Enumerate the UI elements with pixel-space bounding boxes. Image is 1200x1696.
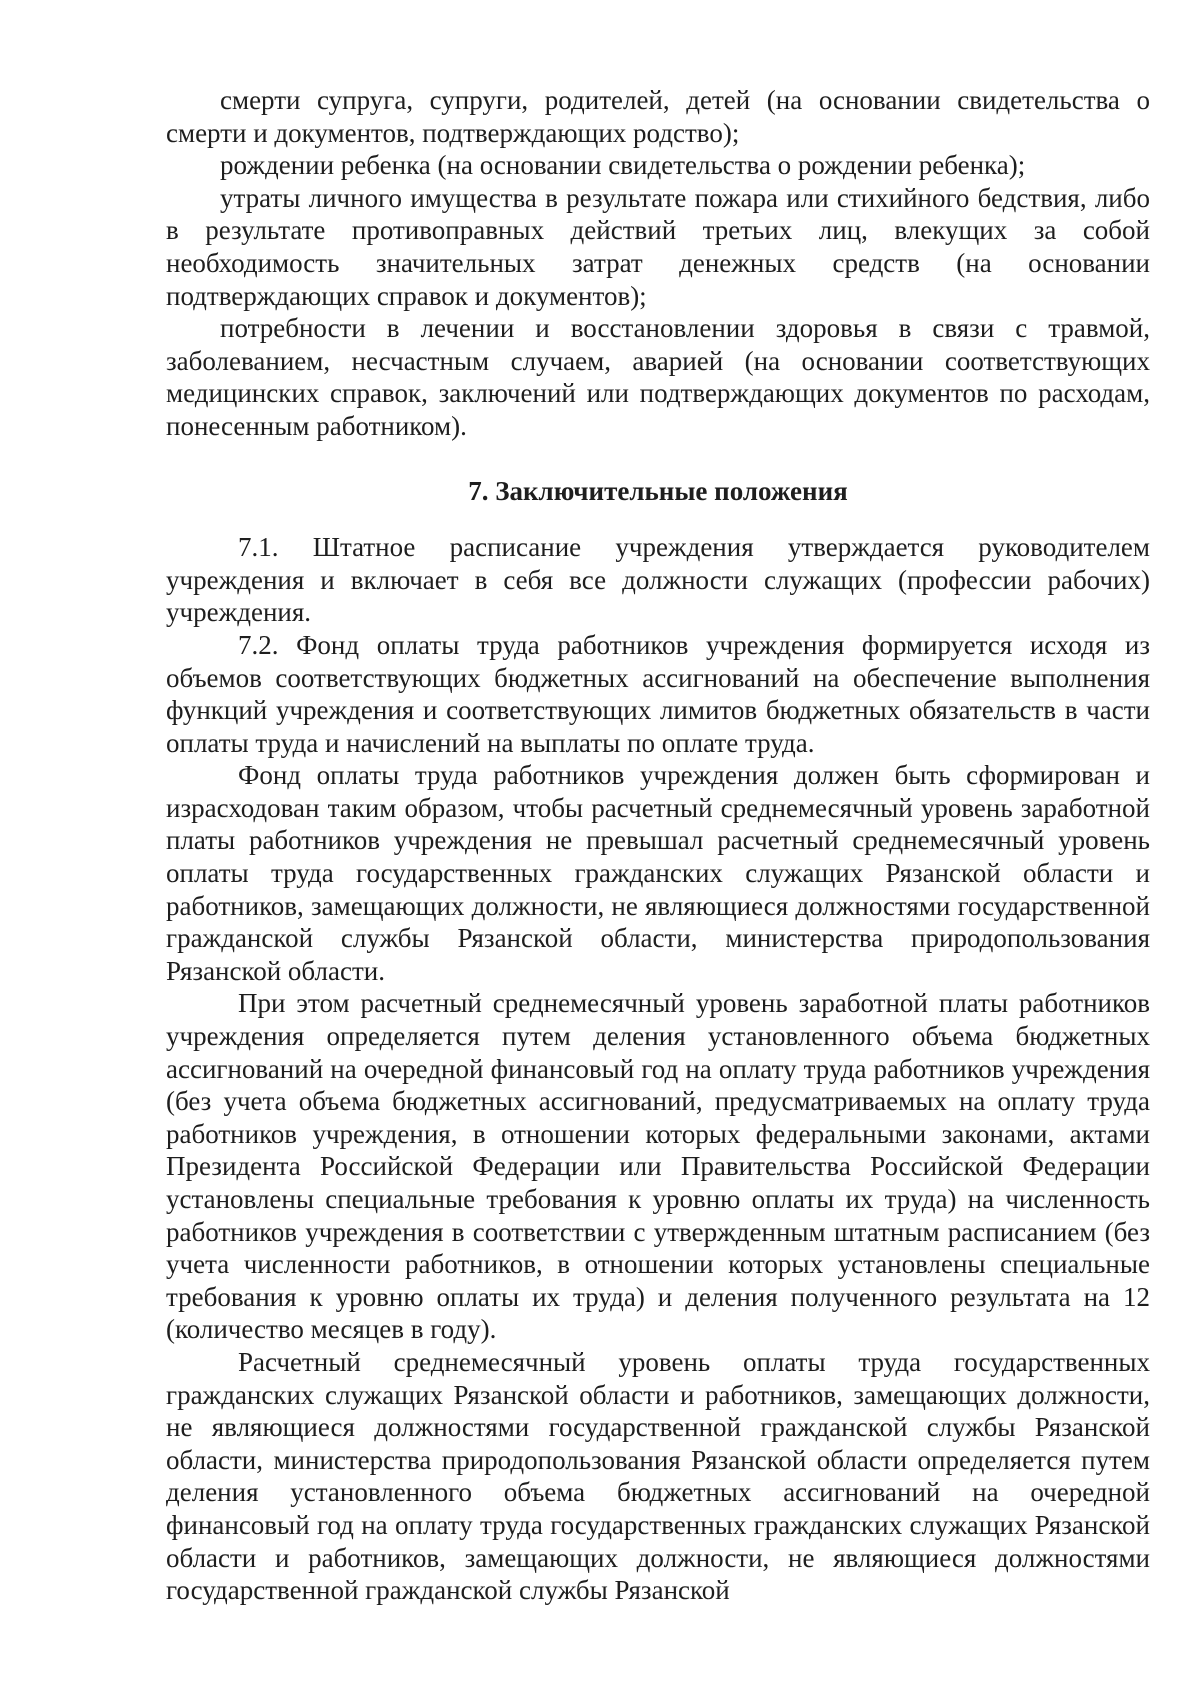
paragraph-average-salary-calculation: При этом расчетный среднемесячный уровень заработной платы работников учреждения определяется путем деления установленного объема бюджетных ассигнований на очередной финансовый год на оплату труда работников учреждения (без учета объема бюджетных ассигнований, предусматриваемых на оплату труда работников учреждения, в отношении которых федеральными законами, актами Президента Российской Федерации или Правительства Российской Федерации установлены специальные требования к уровню оплаты их труда) на численность работников учреждения в соответствии с утвержденным штатным расписанием (без учета численности работников, в отношении которых установлены специальные требования к уровню оплаты их труда) и деления полученного результата на 12 (количество месяцев в году). bbox=[166, 988, 1150, 1345]
paragraph-medical-treatment: потребности в лечении и восстановлении здоровья в связи с травмой, заболеванием, несчастным случаем, аварией (на основании соответствующих медицинских справок, заключений или подтверждающих документов по расходам, понесенным работником). bbox=[166, 313, 1150, 441]
paragraph-birth-of-child: рождении ребенка (на основании свидетельства о рождении ребенка); bbox=[220, 150, 1026, 181]
paragraph-death-of-relatives: смерти супруга, супруги, родителей, детей (на основании свидетельства о смерти и документов, подтверждающих родство); bbox=[166, 85, 1150, 148]
paragraph-7-1: 7.1. Штатное расписание учреждения утверждается руководителем учреждения и включает в себя все должности служащих (профессии рабочих) учреждения. bbox=[166, 532, 1150, 628]
document-body bbox=[166, 84, 1150, 1607]
paragraph-7-2: 7.2. Фонд оплаты труда работников учреждения формируется исходя из объемов соответствующих бюджетных ассигнований на обеспечение выполнения функций учреждения и соответствующих лимитов бюджетных обязательств в части оплаты труда и начислений на выплаты по оплате труда. bbox=[166, 629, 1150, 758]
paragraph-fund-formation: Фонд оплаты труда работников учреждения должен быть сформирован и израсходован таким образом, чтобы расчетный среднемесячный уровень заработной платы работников учреждения не превышал расчетный среднемесячный уровень оплаты труда государственных гражданских служащих Рязанской области и работников, замещающих должности, не являющиеся должностями государственной гражданской службы Рязанской области, министерства природопользования Рязанской области. bbox=[166, 760, 1150, 986]
paragraph-loss-of-property: утраты личного имущества в результате пожара или стихийного бедствия, либо в результате противоправных действий третьих лиц, влекущих за собой необходимость значительных затрат денежных средств (на основании подтверждающих справок и документов); bbox=[166, 182, 1150, 311]
section-heading: 7. Заключительные положения bbox=[468, 475, 848, 506]
paragraph-civil-servants-salary-level: Расчетный среднемесячный уровень оплаты труда государственных гражданских служащих Рязанской области и работников, замещающих должности, не являющиеся должностями государственной гражданской службы Рязанской области, министерства природопользования Рязанской области определяется путем деления установленного объема бюджетных ассигнований на очередной финансовый год на оплату труда государственных гражданских служащих Рязанской области и работников, замещающих должности, не являющиеся должностями государственной гражданской службы Рязанской bbox=[166, 1346, 1150, 1606]
